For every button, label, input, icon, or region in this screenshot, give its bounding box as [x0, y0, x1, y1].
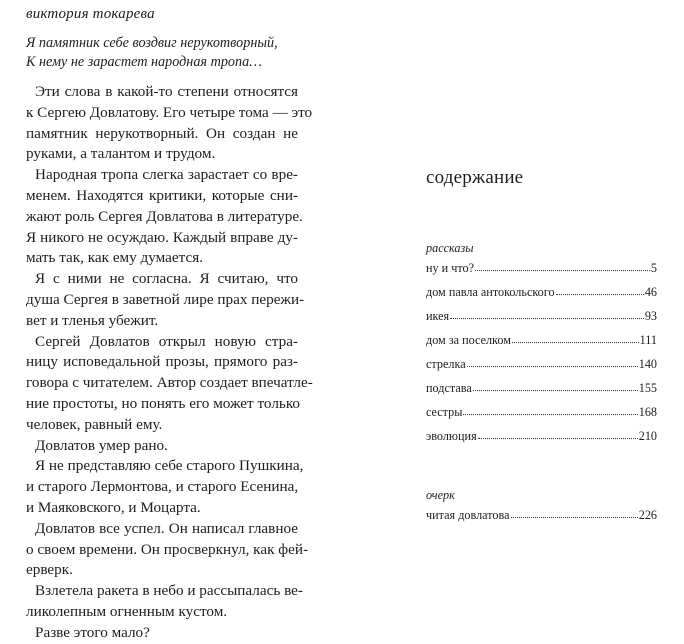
toc-entry[interactable] [426, 405, 657, 429]
toc-entry-title: сестры [426, 405, 463, 419]
running-header-author: виктория токарева [26, 6, 155, 22]
body-text-line: Довлатов все успел. Он написал главное [35, 519, 298, 537]
body-text-line: жают роль Сергея Довлатова в литературе. [26, 207, 303, 225]
toc-entry-title: читая довлатова [426, 508, 510, 522]
toc-entry-page-number: 93 [644, 309, 657, 323]
body-text-line: ние простоты, но понять его может только [26, 394, 301, 412]
toc-dot-leader [511, 508, 638, 518]
toc-entry-title: дом за поселком [426, 333, 511, 347]
body-text-line: руками, а талантом и трудом. [26, 145, 216, 163]
toc-dot-leader [473, 381, 638, 391]
body-text-line: Эти слова в какой-то степени относятся [35, 83, 298, 100]
toc-entry[interactable] [426, 333, 657, 357]
toc-entry-page-number: 140 [638, 357, 657, 371]
toc-dot-leader [512, 333, 639, 343]
body-text-line: Сергей Довлатов открыл новую стра- [35, 332, 298, 350]
toc-entry-title: стрелка [426, 357, 466, 371]
toc-dot-leader [450, 309, 644, 319]
body-text-line: ерверк. [26, 561, 73, 579]
toc-section-list [426, 508, 657, 532]
toc-entry-title: дом павла антокольского [426, 285, 555, 299]
body-text-line: к Сергею Довлатову. Его четыре тома — это [26, 103, 313, 121]
epigraph-line: Я памятник себе воздвиг нерукотворный, [26, 35, 278, 51]
toc-entry-page-number: 168 [638, 405, 657, 419]
toc-entry-title: подстава [426, 381, 472, 395]
body-text-line: и старого Лермонтова, и старого Есенина, [26, 478, 299, 496]
body-text-line: памятник нерукотворный. Он создан не [26, 124, 298, 142]
toc-dot-leader [556, 285, 644, 295]
toc-title: содержание [426, 167, 524, 188]
toc-entry-page-number: 210 [638, 429, 657, 443]
body-text-line: Разве этого мало? [35, 623, 150, 641]
body-text-line: и Маяковского, и Моцарта. [26, 498, 201, 516]
body-text [26, 82, 313, 644]
toc-entry[interactable] [426, 381, 657, 405]
epigraph-line: К нему не зарастет народная тропа… [26, 54, 262, 70]
body-text-line: говора с читателем. Автор создает впечатле- [26, 374, 313, 392]
toc-entry[interactable] [426, 429, 657, 453]
body-text-line: ликолепным огненным кустом. [26, 602, 228, 620]
body-text-line: Взлетела ракета в небо и рассыпалась ве- [35, 582, 303, 600]
toc-entry[interactable] [426, 261, 657, 285]
toc-section-list [426, 261, 657, 453]
body-text-line: человек, равный ему. [26, 415, 163, 433]
toc-entry-page-number: 111 [639, 333, 657, 347]
toc-entry-title: икея [426, 309, 450, 323]
body-text-line: Довлатов умер рано. [35, 436, 168, 454]
toc-entry[interactable] [426, 285, 657, 309]
toc-entry-title: ну и что? [426, 261, 475, 275]
toc-dot-leader [475, 261, 650, 271]
body-text-line: вет и тленья убежит. [26, 311, 159, 329]
body-text-line: Я никого не осуждаю. Каждый вправе ду- [26, 228, 298, 246]
toc-entry-page-number: 5 [650, 261, 657, 275]
body-text-line: менем. Находятся критики, которые сни- [26, 186, 298, 204]
toc-dot-leader [478, 429, 638, 439]
body-text-line: мать так, как ему думается. [26, 249, 204, 267]
toc-section-label: очерк [426, 488, 455, 502]
toc-section-label: рассказы [426, 241, 474, 255]
toc-entry[interactable] [426, 309, 657, 333]
epigraph [26, 34, 278, 72]
toc-dot-leader [467, 357, 638, 367]
body-text-line: душа Сергея в заветной лире прах пережи- [26, 290, 305, 308]
toc-entry-page-number: 226 [638, 508, 657, 522]
toc-dot-leader [463, 405, 637, 415]
body-text-line: ницу исповедальной прозы, прямого раз- [26, 353, 298, 371]
body-text-line: Я с ними не согласна. Я считаю, что [35, 270, 298, 288]
body-text-line: Я не представляю себе старого Пушкина, [35, 457, 304, 475]
toc-entry-title: эволюция [426, 429, 477, 443]
toc-entry[interactable] [426, 508, 657, 532]
body-text-line: Народная тропа слегка зарастает со вре- [35, 166, 298, 184]
body-text-line: о своем времени. Он просверкнул, как фей- [26, 540, 309, 558]
toc-entry-page-number: 46 [644, 285, 657, 299]
toc-entry[interactable] [426, 357, 657, 381]
toc-entry-page-number: 155 [638, 381, 657, 395]
